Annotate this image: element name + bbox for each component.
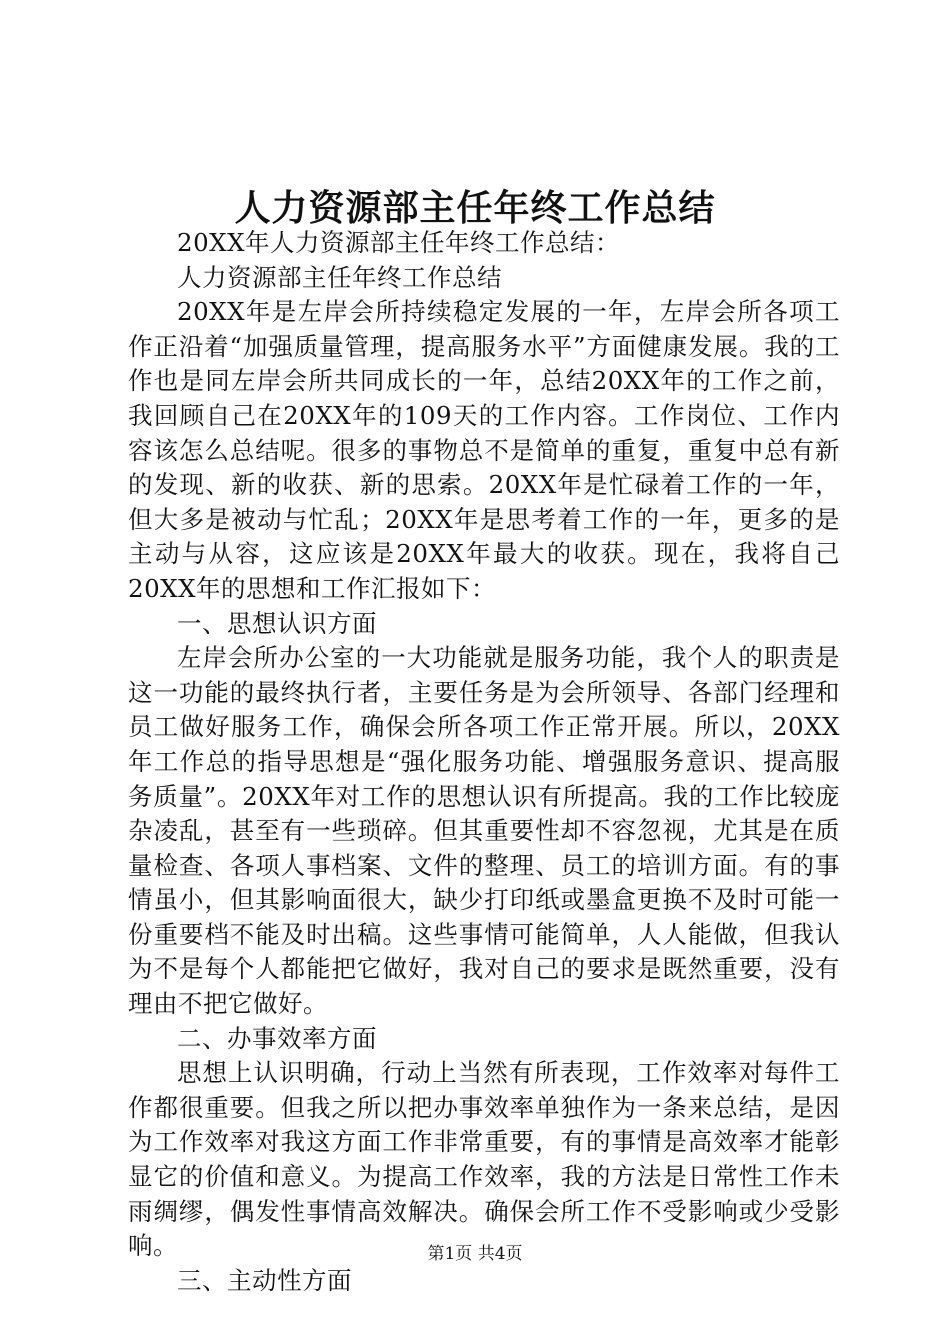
section-heading-thinking: 一、思想认识方面 (177, 608, 377, 638)
paragraph-overview: 20XX年是左岸会所持续稳定发展的一年，左岸会所各项工作正沿着“加强质量管理，提高服务水平”方面健康发展。我的工作也是同左岸会所共同成长的一年，总结20XX年的工作之前，我回顾自己在20XX年的109天的工作内容。工作岗位、工作内容该怎么总结呢。很多的事物总不是简单的重复，重复中总有新的发现、新的收获、新的思索。20XX年是忙碌着工作的一年，但大多是被动与忙乱；20XX年是思考着工作的一年，更多的是主动与从容，这应该是20XX年最大的收获。现在，我将自己20XX年的思想和工作汇报如下： (128, 297, 840, 603)
paragraph-thinking: 左岸会所办公室的一大功能就是服务功能，我个人的职责是这一功能的最终执行者，主要任务是为会所领导、各部门经理和员工做好服务工作，确保会所各项工作正常开展。所以，20XX年工作总的指导思想是“强化服务功能、增强服务意识、提高服务质量”。20XX年对工作的思想认识有所提高。我的工作比较庞杂凌乱，甚至有一些琐碎。但其重要性却不容忽视，尤其是在质量检查、各项人事档案、文件的整理、员工的培训方面。有的事情虽小，但其影响面很大，缺少打印纸或墨盒更换不及时可能一份重要档不能及时出稿。这些事情可能简单，人人能做，但我认为不是每个人都能把它做好，我对自己的要求是既然重要，没有理由不把它做好。 (128, 643, 840, 1019)
subtitle-line: 人力资源部主任年终工作总结 (177, 262, 502, 292)
section-heading-efficiency: 二、办事效率方面 (177, 1023, 377, 1053)
section-heading-initiative: 三、主动性方面 (177, 1265, 352, 1295)
document-body (128, 226, 840, 1298)
page-footer: 第1页 共4页 (427, 1244, 523, 1264)
document-title: 人力资源部主任年终工作总结 (234, 187, 716, 229)
paragraph-efficiency: 思想上认识明确，行动上当然有所表现，工作效率对每件工作都很重要。但我之所以把办事效率单独作为一条来总结，是因为工作效率对我这方面工作非常重要，有的事情是高效率才能彰显它的价值和意义。为提高工作效率，我的方法是日常性工作未雨绸缪，偶发性事情高效解决。确保会所工作不受影响或少受影响。 (128, 1058, 840, 1261)
intro-line: 20XX年人力资源部主任年终工作总结： (177, 228, 621, 257)
